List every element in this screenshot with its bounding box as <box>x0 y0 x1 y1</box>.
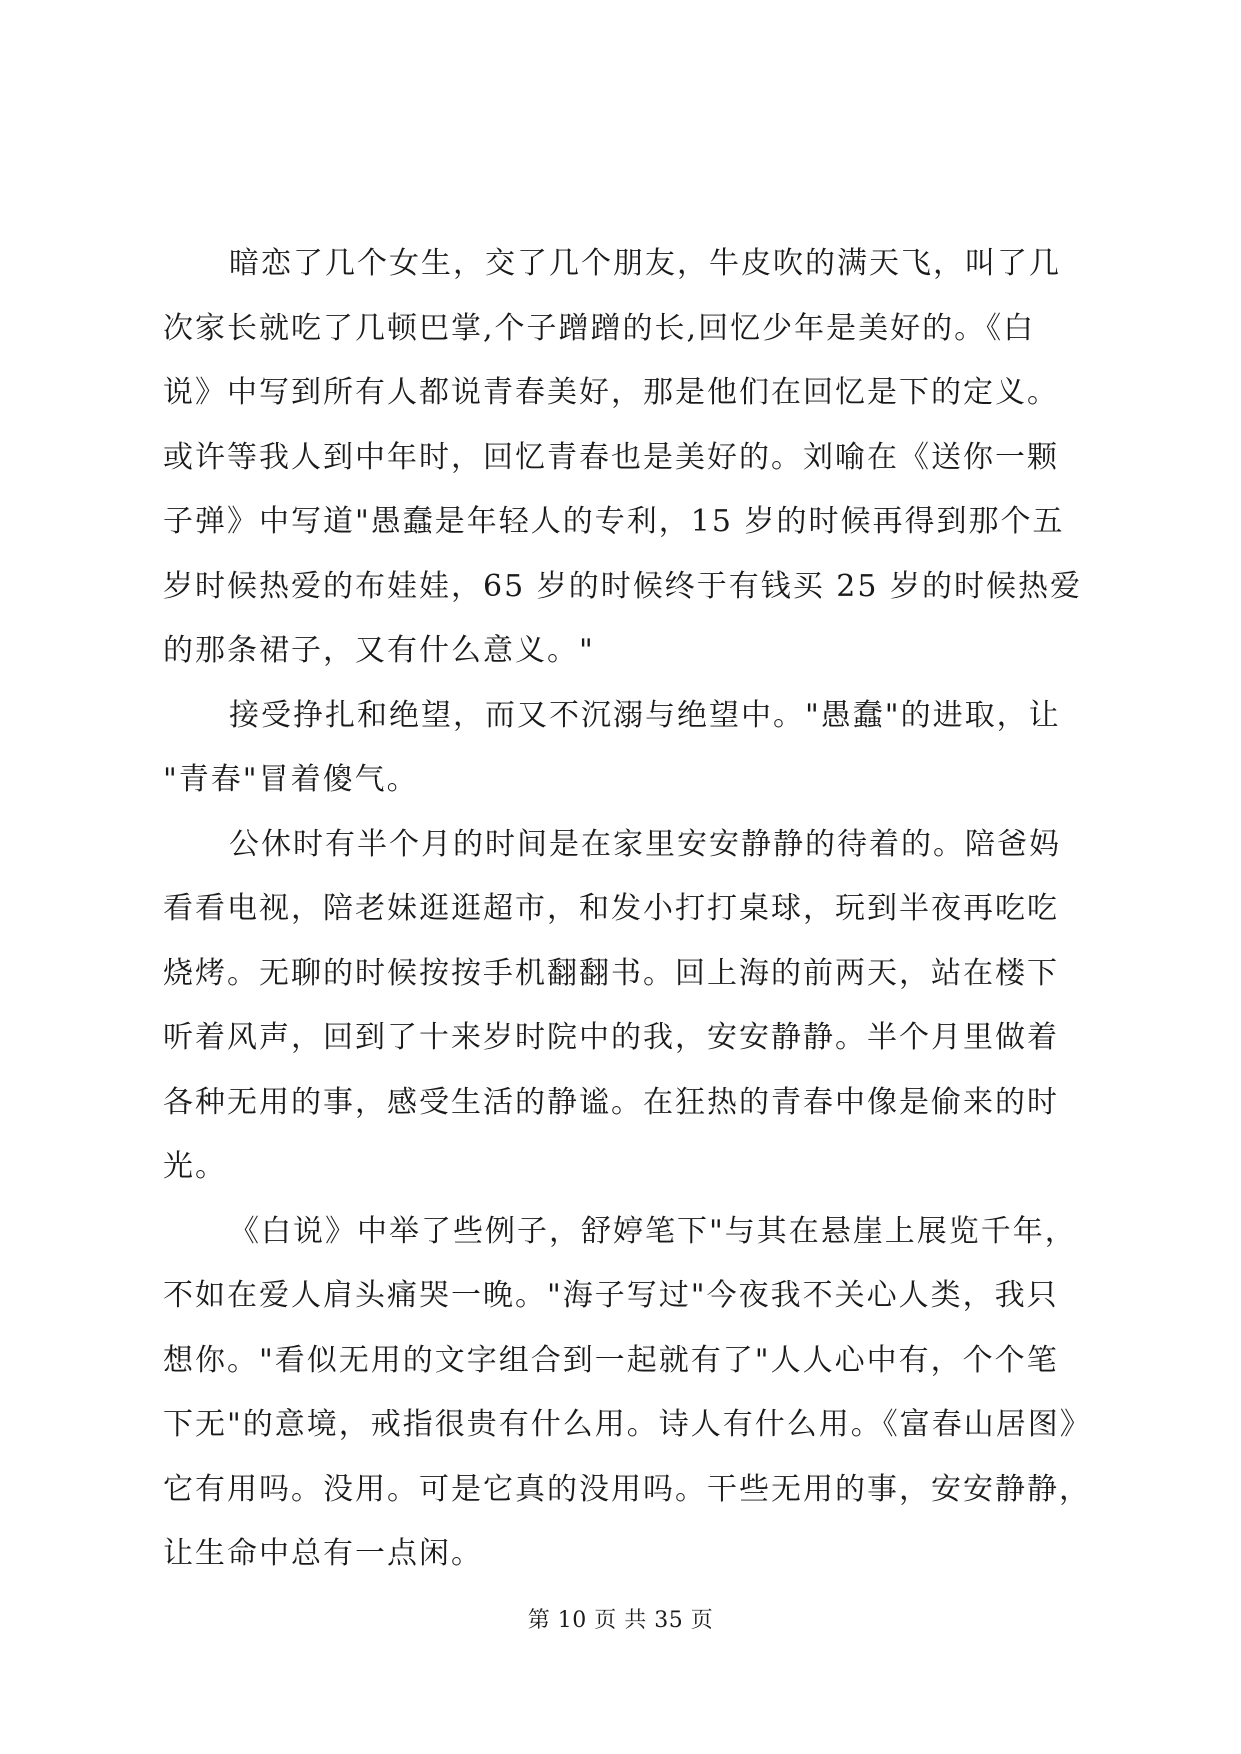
text-line: 它有用吗。没用。可是它真的没用吗。干些无用的事，安安静静， <box>163 1471 1091 1507</box>
page-footer <box>0 1603 1241 1634</box>
text-line: 下无"的意境，戒指很贵有什么用。诗人有什么用。《富春山居图》 <box>163 1407 1092 1442</box>
text-line: 接受挣扎和绝望，而又不沉溺与绝望中。"愚蠢"的进取，让 <box>229 697 1061 733</box>
text-line: 说》中写到所有人都说青春美好，那是他们在回忆是下的定义。 <box>163 375 1059 410</box>
page-number: 第 10 页 共 35 页 <box>527 1608 714 1633</box>
text-line: 公休时有半个月的时间是在家里安安静静的待着的。陪爸妈 <box>229 826 1061 862</box>
text-line: 次家长就吃了几顿巴掌,个子蹭蹭的长,回忆少年是美好的。《白 <box>163 310 1036 346</box>
text-line: "青春"冒着傻气。 <box>163 762 419 797</box>
text-line: 不如在爱人肩头痛哭一晚。"海子写过"今夜我不关心人类，我只 <box>163 1278 1059 1313</box>
text-line: 暗恋了几个女生，交了几个朋友，牛皮吹的满天飞，叫了几 <box>229 246 1061 281</box>
text-line: 《白说》中举了些例子，舒婷笔下"与其在悬崖上展览千年， <box>229 1213 1077 1249</box>
text-line: 的那条裙子，又有什么意义。" <box>163 633 595 668</box>
text-line: 想你。"看似无用的文字组合到一起就有了"人人心中有，个个笔 <box>163 1342 1059 1378</box>
text-line: 光。 <box>163 1149 227 1184</box>
text-line: 或许等我人到中年时，回忆青春也是美好的。刘喻在《送你一颗 <box>163 439 1059 475</box>
text-line: 各种无用的事，感受生活的静谧。在狂热的青春中像是偷来的时 <box>163 1084 1059 1120</box>
document-body <box>163 232 1092 1587</box>
text-line: 子弹》中写道"愚蠢是年轻人的专利，15 岁的时候再得到那个五 <box>163 504 1065 539</box>
text-line: 听着风声，回到了十来岁时院中的我，安安静静。半个月里做着 <box>163 1020 1059 1055</box>
text-line: 让生命中总有一点闲。 <box>163 1536 483 1571</box>
text-line: 烧烤。无聊的时候按按手机翻翻书。回上海的前两天，站在楼下 <box>163 955 1059 991</box>
text-line: 岁时候热爱的布娃娃，65 岁的时候终于有钱买 25 岁的时候热爱 <box>163 568 1082 604</box>
text-line: 看看电视，陪老妹逛逛超市，和发小打打桌球，玩到半夜再吃吃 <box>163 891 1059 926</box>
